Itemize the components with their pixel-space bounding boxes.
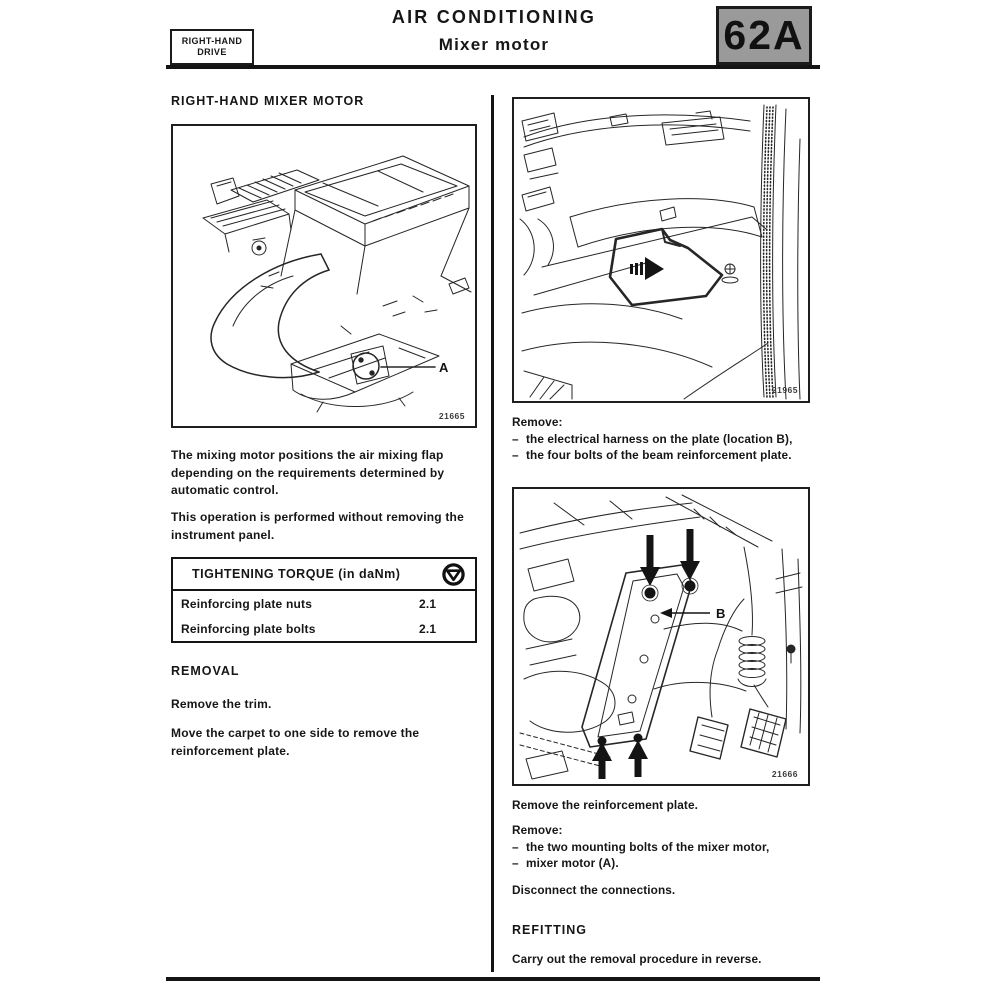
- remove-list-2-intro: Remove:: [512, 823, 563, 837]
- torque-row-bolts: [173, 616, 475, 641]
- removal-step-carpet: Move the carpet to one side to remove the reinforcement plate.: [171, 726, 420, 758]
- drive-badge-line2: DRIVE: [197, 47, 227, 57]
- remove-list-1: [512, 414, 824, 464]
- direction-arrow-icon: [630, 257, 664, 280]
- footer-rule: [166, 977, 820, 981]
- dash-bullet: –: [512, 856, 519, 870]
- list-item-text: the four bolts of the beam reinforcement plate.: [526, 448, 792, 462]
- bolt-markers: [598, 581, 696, 746]
- figure3-number: 21666: [771, 769, 798, 779]
- list-item-text: the two mounting bolts of the mixer motor,: [526, 839, 770, 854]
- torque-row-nuts: [173, 591, 475, 616]
- list-item: [512, 855, 824, 872]
- list-item-text: mixer motor (A).: [526, 856, 619, 870]
- step-disconnect: Disconnect the connections.: [512, 883, 676, 897]
- refitting-heading: REFITTING: [512, 923, 587, 937]
- list-item: [512, 431, 824, 448]
- torque-table-title: TIGHTENING TORQUE (in daNm): [192, 567, 401, 581]
- page-subtitle: Mixer motor: [438, 35, 550, 54]
- figure2-number: 21965: [771, 385, 798, 395]
- drive-badge-line1: RIGHT-HAND: [181, 36, 243, 46]
- section-code-badge: 62A: [716, 6, 812, 65]
- dash-bullet: –: [512, 448, 519, 462]
- figure-footwell-trim: [512, 97, 810, 403]
- torque-table-header: [173, 559, 475, 591]
- footwell-trim-drawing: [514, 99, 808, 401]
- removal-step-trim: Remove the trim.: [171, 697, 272, 711]
- list-item-text: the electrical harness on the plate (location B),: [526, 431, 793, 446]
- figure-mixer-motor-assembly: [171, 124, 477, 428]
- step-remove-plate: Remove the reinforcement plate.: [512, 798, 699, 812]
- reinforcement-plate-drawing: [514, 489, 808, 784]
- callout-a-label: A: [439, 360, 449, 375]
- drive-variant-badge: [170, 29, 254, 65]
- removal-heading: REMOVAL: [171, 664, 240, 678]
- dash-bullet: –: [512, 431, 519, 446]
- figure-reinforcement-plate: [512, 487, 810, 786]
- dash-bullet: –: [512, 839, 519, 854]
- header-rule: [166, 65, 820, 69]
- mixer-motor-assembly-drawing: [173, 126, 475, 426]
- callout-b-label: B: [716, 606, 726, 621]
- tightening-torque-table: [171, 557, 477, 643]
- paragraph-operation: This operation is performed without removing the instrument panel.: [171, 510, 464, 542]
- list-item: [512, 839, 824, 856]
- torque-row-label: Reinforcing plate nuts: [181, 596, 313, 611]
- left-heading: RIGHT-HAND MIXER MOTOR: [171, 94, 365, 108]
- page-title: AIR CONDITIONING: [391, 7, 597, 27]
- refitting-step: Carry out the removal procedure in reverse.: [512, 952, 762, 966]
- torque-row-value: 2.1: [419, 621, 437, 636]
- paragraph-mixing-motor: The mixing motor positions the air mixing flap depending on the requirements determined by automatic control.: [171, 448, 445, 497]
- tightening-torque-icon: [442, 563, 465, 586]
- torque-row-label: Reinforcing plate bolts: [181, 621, 316, 636]
- remove-list-1-intro: Remove:: [512, 415, 563, 429]
- figure1-number: 21665: [438, 411, 465, 421]
- list-item: [512, 447, 824, 464]
- torque-row-value: 2.1: [419, 596, 437, 611]
- column-divider: [491, 95, 494, 972]
- remove-list-2: [512, 822, 824, 872]
